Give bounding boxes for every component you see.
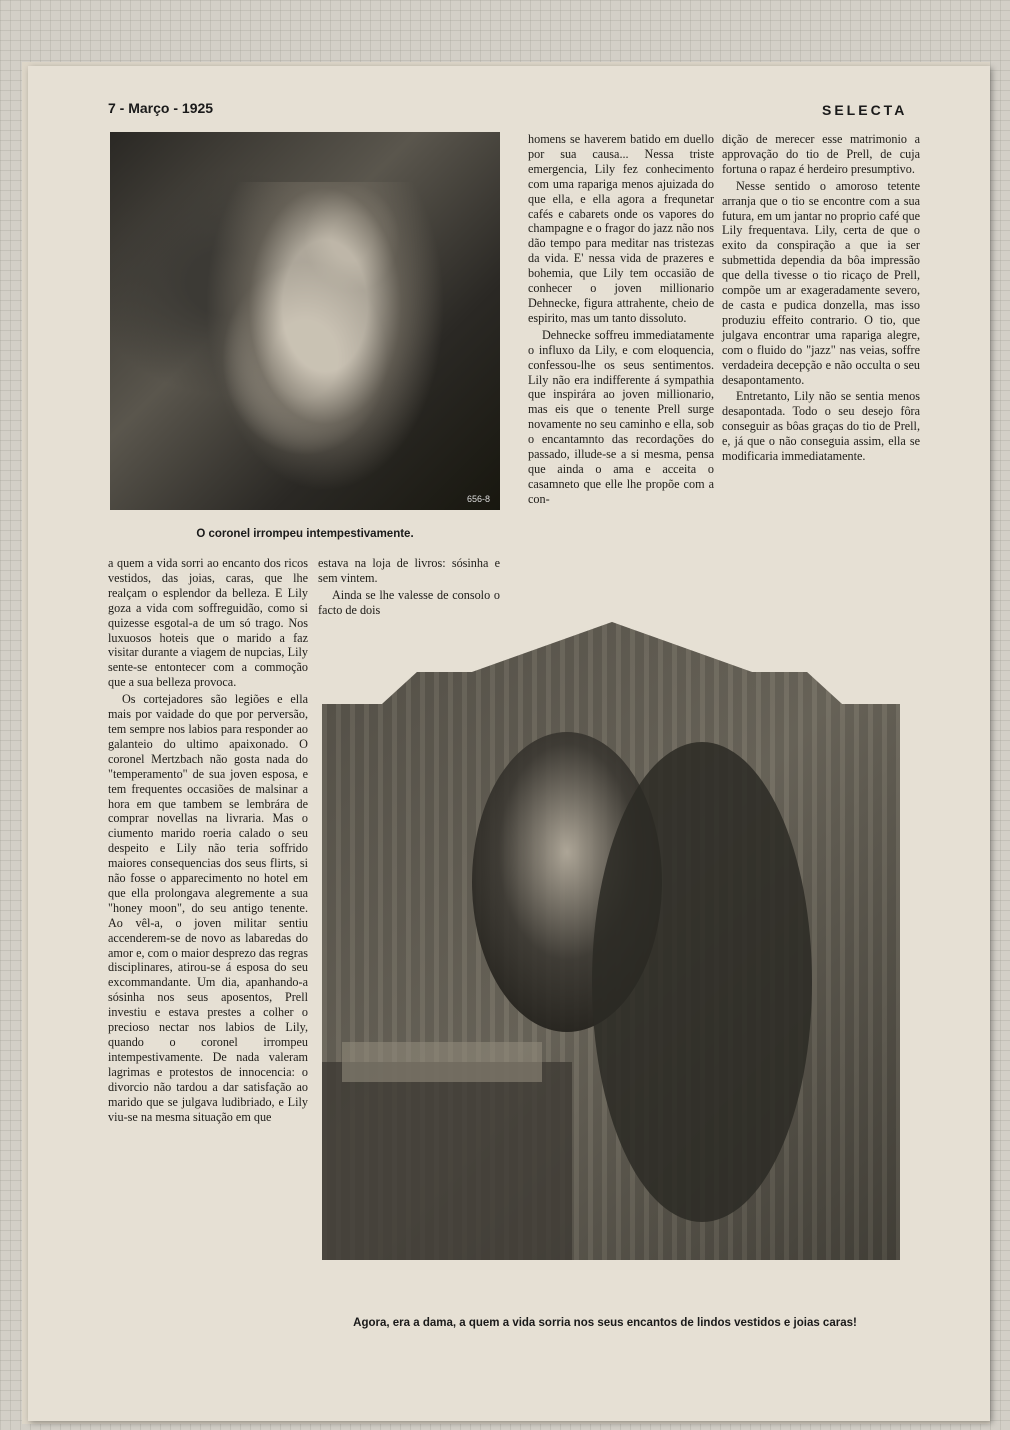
text-column-2 <box>318 556 500 620</box>
paragraph: a quem a vida sorri ao encanto dos ricos vestidos, das joias, caras, que lhe realçam o esplendor da belleza. E Lily goza a vida com soffreguidão, como si quizesse esgotal-a de um só trago. Nos luxuosos hoteis que o marido a faz visitar durante a viagem de nupcias, Lily sente-se entontecer com a commoção que a sua belleza provoca. <box>108 556 308 690</box>
paragraph: estava na loja de livros: sósinha e sem vintem. <box>318 556 500 585</box>
paragraph: Dehnecke soffreu immediatamente o influxo da Lily, e com eloquencia, confessou-lhe os seus sentimentos. Lily não era indifferente á sympathia que inspirára ao joven millionario, mas eis que o tenente Prell surge novamente no seu caminho e ella, sob o encantamnto das recordações do passado, illude-se a si mesma, pensa que ainda o ama e acceita o casamneto que elle lhe propõe com a con- <box>528 327 714 506</box>
embracing-couple-figure <box>205 182 445 492</box>
paragraph: Entretanto, Lily não se sentia menos desapontada. Todo o seu desejo fôra conseguir as bôas graças do tio de Prell, e, já que o não conseguia assim, ella se modificaria immediatamente. <box>722 389 920 464</box>
text-column-1 <box>108 556 308 1126</box>
mirror-scene-image <box>322 622 900 1260</box>
paragraph: homens se haverem batido em duello por sua causa... Nessa triste emergencia, Lily fez conhecimento com uma rapariga menos ajuizada do que ella, e ella agora a frequnetar cafés e cabarets onde os vapores do champagne e o fragor do jazz não nos dão tempo para meditar nas tristezas da vida. E' nessa vida de prazeres e bohemia, que Lily tem occasião de conhecer o joven millionario Dehnecke, figura attrahente, cheio de espirito, mas um tanto dissoluto. <box>528 132 714 325</box>
text-column-4 <box>722 132 920 466</box>
vanity-table <box>322 1062 572 1260</box>
top-photograph <box>110 132 500 510</box>
reflection-figure <box>592 742 812 1222</box>
top-photo-caption: O coronel irrompeu intempestivamente. <box>196 528 414 540</box>
paragraph: Nesse sentido o amoroso tetente arranja que o tio se encontre com a sua futura, em um jantar no proprio café que Lily frequentava. Lily, certa de que o exito da conspiração a que ia ser submettida dependia da bôa impressão que della tivesse o tio ricaço de Prell, compõe um ar exageradamente severo, de casta e pudica donzella, mas isso produziu effeito contrario. O tio, que julgava encontrar uma rapariga alegre, com o fluido do "jazz" nas veias, soffre verdadeira decepção e não occulta o seu desapontamento. <box>722 178 920 387</box>
paragraph: dição de merecer esse matrimonio a approvação do tio de Prell, de cuja fortuna o rapaz é herdeiro presumptivo. <box>722 132 920 176</box>
text-column-3 <box>528 132 714 509</box>
bottom-photo-caption: Agora, era a dama, a quem a vida sorria nos seus encantos de lindos vestidos e joias caras! <box>353 1317 857 1329</box>
issue-date: 7 - Março - 1925 <box>108 100 214 116</box>
magazine-title: SELECTA <box>822 102 908 118</box>
paragraph: Os cortejadores são legiões e ella mais por vaidade do que por perversão, tem sempre nos labios para responder ao galanteio do ultimo apaixonado. O coronel Mertzbach não gosta nada do "temperamento" de sua joven esposa, e tem frequentes occasiões de malsinar a hora em que tambem se lembrára de comprar novellas na livraria. Mas o ciumento marido roeria calado o seu despeito e Lily não teria soffrido maiores consequencias dos seus flirts, si não fosse o apparecimento no hotel em que ella prolongava alegremente a sua "honey moon", do seu antigo tenente. Ao vêl-a, o joven militar sentiu accenderem-se de novo as labaredas do amor e, com o maior desprezo das regras disciplinares, atirou-se á esposa do seu excommandante. Um dia, apanhando-a sósinha nos seus aposentos, Prell investiu e estava prestes a colher o precioso nectar nos labios de Lily, quando o coronel irrompeu intempestivamente. De nada valeram lagrimas e protestos de innocencia: o divorcio não tardou a dar satisfação ao marido que se julgava ludibriado, e Lily viu-se na mesma situação em que <box>108 692 308 1124</box>
paragraph: Ainda se lhe valesse de consolo o facto de dois <box>318 587 500 617</box>
top-plate-number: 656-8 <box>466 494 490 504</box>
bottom-photograph <box>322 622 900 1260</box>
